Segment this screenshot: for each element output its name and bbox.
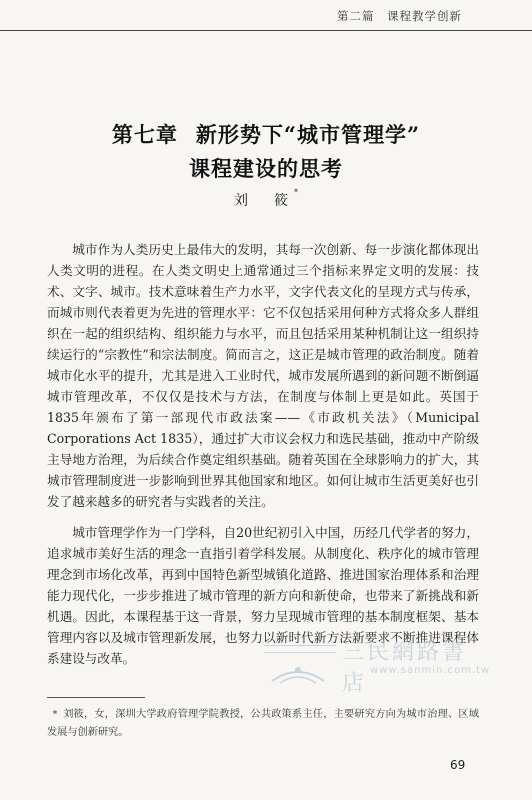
chapter-number: 第七章 — [111, 122, 178, 147]
watermark-url: www.sanmin.com.tw — [370, 665, 491, 676]
header-rule — [0, 30, 532, 31]
chapter-title-text: 新形势下“城市管理学” — [195, 122, 421, 147]
footnote-mark: * — [52, 710, 58, 720]
paragraph-2: 城市管理学作为一门学科，自20世纪初引入中国，历经几代学者的努力，追求城市美好生活的理念一直指引着学科发展。从制度化、秩序化的城市管理理念到市场化改革，再到中国特色新型城镇化道路、推进国家治理体系和治理能力现代化，一步步推进了城市管理的新方向和新使命，也带来了新挑战和新机遇。因此，本课程基于这一背景，努力呈现城市管理的基本制度框架、基本管理内容以及城市管理新发展，也努力以新时代新方法新要求不断推进课程体系建设与改革。 — [47, 525, 479, 666]
author-byline — [0, 190, 532, 210]
page-number: 69 — [450, 758, 466, 772]
chapter-title — [60, 118, 472, 186]
author-footnote-mark: * — [294, 188, 298, 197]
running-header: 第二篇 课程教学创新 — [337, 9, 462, 23]
footnote-rule — [47, 697, 145, 698]
footnote-text: 刘筱，女，深圳大学政府管理学院教授，公共政策系主任，主要研究方向为城市治理、区域发展与创新研究。 — [47, 709, 479, 738]
watermark-title: 三民網路書店 — [342, 640, 468, 696]
chapter-title-line2: 课程建设的思考 — [189, 156, 343, 181]
author-name: 刘 筱 — [234, 193, 294, 209]
footnote — [47, 706, 479, 742]
paragraph-1: 城市作为人类历史上最伟大的发明，其每一次创新、每一步演化都体现出人类文明的进程。在人类文明史上通常通过三个指标来界定文明的发展：技术、文字、城市。技术意味着生产力水平，文字代表文化的呈现方式与传承，而城市则代表着更为先进的管理水平：它不仅包括采用何种方式将众多人群组织在一起的组织结构、组织能力与水平，而且包括采用某种机制让这一组织持续运行的“宗教性”和宗法制度。简而言之，这正是城市管理的政治制度。随着城市化水平的提升，尤其是进入工业时代，城市发展所遇到的新问题不断倒逼城市管理改革，不仅仅是技术与方法，在制度与体制上更是如此。英国于1835年颁布了第一部现代市政法案——《市政机关法》（Municipal Corporations Act 1835），通过扩大市议会权力和选民基础，推动中产阶级主导地方治理，为后续合作奠定组织基础。随着英国在全球影响力的扩大，其城市管理制度进一步影响到世界其他国家和地区。如何让城市生活更美好也引发了越来越多的研究者与实践者的关注。 — [47, 242, 479, 509]
body-text — [47, 239, 479, 669]
chapter-title-line1 — [60, 118, 472, 152]
